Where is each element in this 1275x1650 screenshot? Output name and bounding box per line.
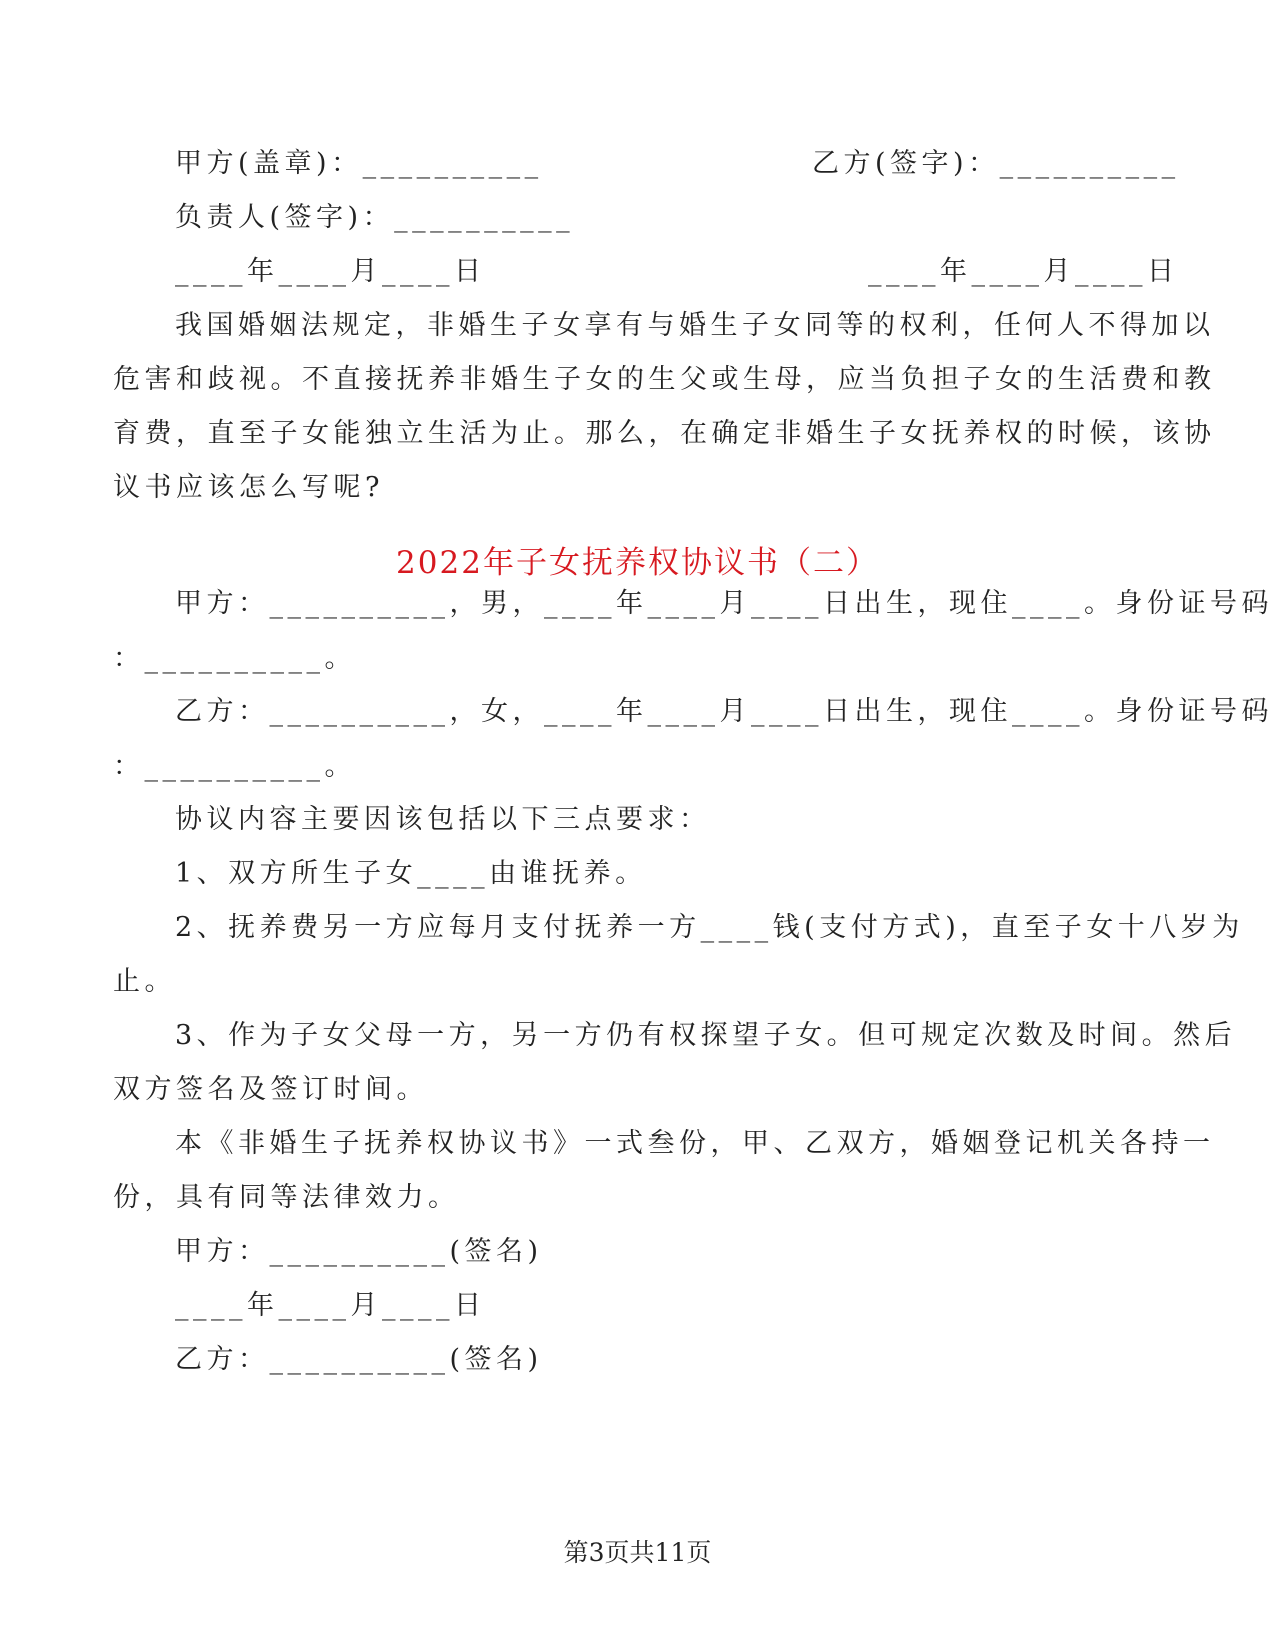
intro-line-3: 育费，直至子女能独立生活为止。那么，在确定非婚生子女抚养权的时候，该协 bbox=[113, 418, 1216, 449]
document-title: 2022年子女抚养权协议书（二） bbox=[396, 545, 879, 581]
date-line: ____年____月____日 bbox=[175, 1290, 486, 1321]
intro-line-1: 我国婚姻法规定，非婚生子女享有与婚生子女同等的权利，任何人不得加以 bbox=[175, 310, 1215, 341]
copies-line-2: 份，具有同等法律效力。 bbox=[113, 1182, 460, 1213]
item-3-line-2: 双方签名及签订时间。 bbox=[113, 1074, 428, 1105]
party-a-seal-line: 甲方(盖章)：__________ bbox=[175, 148, 543, 179]
copies-line-1: 本《非婚生子抚养权协议书》一式叁份，甲、乙双方，婚姻登记机关各持一 bbox=[175, 1128, 1215, 1159]
item-1-line-1: 1、双方所生子女____由谁抚养。 bbox=[175, 858, 647, 889]
party-a-line-1: 甲方：__________，男，____年____月____日出生，现住____。身份证号码 bbox=[175, 588, 1273, 619]
intro-line-2: 危害和歧视。不直接抚养非婚生子女的生父或生母，应当负担子女的生活费和教 bbox=[113, 364, 1216, 395]
party-b-line-2: ：__________。 bbox=[113, 751, 356, 782]
party-b-line-1: 乙方：__________，女，____年____月____日出生，现住____。身份证号码 bbox=[175, 696, 1273, 727]
party-a-signature-line: 甲方：__________(签名) bbox=[175, 1236, 543, 1267]
intro-line-4: 议书应该怎么写呢? bbox=[113, 472, 384, 503]
person-in-charge-line: 负责人(签字)：__________ bbox=[175, 202, 575, 233]
page-number: 第3页共11页 bbox=[563, 1538, 712, 1567]
party-a-line-2: ：__________。 bbox=[113, 643, 356, 674]
party-b-sign-line: 乙方(签字)：__________ bbox=[812, 148, 1180, 179]
agreement-intro: 协议内容主要因该包括以下三点要求： bbox=[175, 804, 711, 835]
party-b-signature-line: 乙方：__________(签名) bbox=[175, 1344, 543, 1375]
item-3-line-1: 3、作为子女父母一方，另一方仍有权探望子女。但可规定次数及时间。然后 bbox=[175, 1020, 1237, 1051]
item-2-line-1: 2、抚养费另一方应每月支付抚养一方____钱(支付方式)，直至子女十八岁为 bbox=[175, 912, 1244, 943]
date-left-line: ____年____月____日 bbox=[175, 256, 486, 287]
item-2-line-2: 止。 bbox=[113, 966, 176, 997]
date-right-line: ____年____月____日 bbox=[868, 256, 1179, 287]
